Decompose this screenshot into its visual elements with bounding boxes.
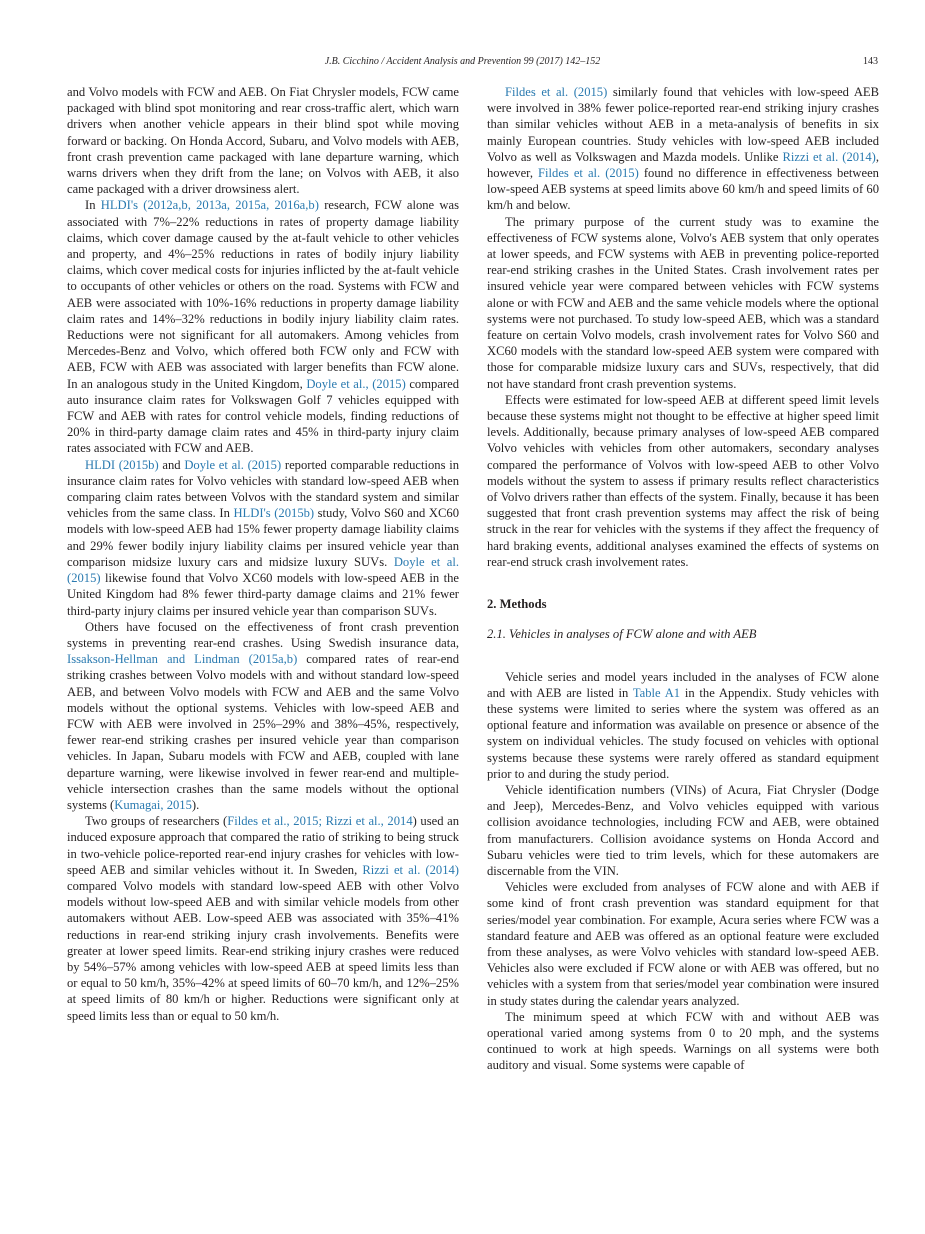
paragraph: Fildes et al. (2015) similarly found that vehicles with low-speed AEB were involved in 38% fewer police-reported rear-end striking injury crashes than similar vehicles without AEB in a meta-analysis of benefits in six mainly European countries. Study vehicles with low-speed AEB included Volvo as well as Volkswagen and Mazda models. Unlike Rizzi et al. (2014), however, Fildes et al. (2015) found no difference in effectiveness between low-speed AEB systems at speed limits above 60 km/h and speed limits of 60 km/h and below. (487, 85, 880, 213)
citation-link[interactable]: Fildes et al., 2015; Rizzi et al., 2014 (227, 814, 413, 829)
paragraph: Others have focused on the effectiveness of front crash prevention systems in preventing rear-end crashes. Using Swedish insurance data, Issakson-Hellman and Lindman (2015a,b) compared rates of rear-end striking crashes between Volvo models with and without standard low-speed AEB, and between Volvo models with FCW and AEB and the same Volvo models without the optional systems. Vehicles with low-speed AEB and FCW with AEB were involved in 25%–29% and 38%–45%, respectively, fewer rear-end striking crashes per insured vehicle year than comparison vehicles. In Japan, Subaru models with FCW and AEB, coupled with lane departure warning, were likewise involved in fewer rear-end and multiple-vehicle intersection crashes than the same models without the optional systems (Kumagai, 2015). (67, 619, 459, 812)
right-column (487, 84, 879, 1074)
paragraph: Effects were estimated for low-speed AEB at different speed limit levels because these systems might not thought to be effective at higher speed limit levels. Additionally, because primary analyses of low-speed AEB compared Volvo vehicles with vehicles from other automakers, secondary analyses compared the performance of Volvos with low-speed AEB to other Volvo models without the system to assess if primary results reflect characteristics of Volvo drivers rather than effects of the system. Finally, because it has been suggested that front crash prevention systems may affect the risk of being struck in the rear for vehicles with the systems if they affect the frequency of hard braking events, additional analyses examined the effects of systems on rear-end struck crash involvement rates. (487, 392, 879, 569)
paragraph: Vehicles were excluded from analyses of FCW alone and with AEB if some kind of front crash prevention was standard equipment for that series/model year combination. For example, Acura series where FCW was a standard feature and AEB was offered as an optional feature were excluded from these analyses, as were Volvo vehicles with standard low-speed AEB. Vehicles also were excluded if FCW alone or with AEB was offered, but no vehicles with a system from that series/model year combination were insured in study states during the calendar years analyzed. (487, 880, 879, 1008)
table-link[interactable]: Table A1 (632, 685, 681, 700)
citation-link[interactable]: Doyle et al. (2015) (67, 554, 459, 586)
paragraph: The primary purpose of the current study was to examine the effectiveness of FCW systems alone, Volvo's AEB system that only operates at lower speeds, and FCW systems with AEB in preventing police-reported rear-end striking crashes in the United States. Crash involvement rates per insured vehicle year were compared between vehicles with FCW systems alone or with FCW and AEB and the same vehicle models where the optional systems were not purchased. To study low-speed AEB, which was a standard feature on certain Volvo models, crash involvement rates for Volvo S60 and XC60 models with the standard low-speed AEB system were compared with those for comparable midsize luxury cars and SUVs, respectively, that did not have standard front crash prevention systems. (487, 214, 879, 391)
citation-link[interactable]: HLDI (2015b) (85, 457, 159, 472)
subsection-heading: 2.1. Vehicles in analyses of FCW alone and with AEB (487, 627, 757, 642)
paragraph: Two groups of researchers (Fildes et al., 2015; Rizzi et al., 2014) used an induced exposure approach that compared the ratio of striking to being struck in two-vehicle police-reported rear-end injury crashes for vehicles with low-speed AEB and similar vehicles without it. In Sweden, Rizzi et al. (2014) compared Volvo models with standard low-speed AEB with other Volvo models without low-speed AEB and with similar vehicle models from other automakers without AEB. Low-speed AEB was associated with 35%–41% reductions in rear-end striking injury crash involvements. Benefits were greater at lower speed limits. Rear-end striking injury crashes were reduced by 54%–57% among vehicles with low-speed AEB at speed limits less than or equal to 50 km/h, 35%–42% at speed limits of 60–70 km/h, and 12%–25% at speed limits of 80 km/h or higher. Reductions were significant only at speed limits less than or equal to 50 km/h. (67, 814, 459, 1023)
page-number: 143 (863, 56, 878, 67)
running-head: J.B. Cicchino / Accident Analysis and Prevention 99 (2017) 142–152 (324, 56, 601, 67)
paragraph: and Volvo models with FCW and AEB. On Fiat Chrysler models, FCW came packaged with blind spot monitoring and rear cross-traffic alert, which warn drivers when another vehicle appears in their blind spot while moving forward or backing. On Honda Accord, Subaru, and Volvo models with AEB, front crash prevention came packaged with lane departure warning, which warns drivers when they drift from the lane; on Volvos with AEB, it also came packaged with a driver drowsiness alert. (67, 85, 459, 197)
citation-link[interactable]: Issakson-Hellman and Lindman (2015a,b) (67, 652, 298, 667)
citation-link[interactable]: Rizzi et al. (2014) (362, 862, 459, 877)
paragraph: The minimum speed at which FCW with and without AEB was operational varied among systems from 0 to 20 mph, and the systems continued to work at high speeds. Warnings on all systems were both auditory and visual. Some systems were capable of (487, 1009, 879, 1073)
paragraph: HLDI (2015b) and Doyle et al. (2015) reported comparable reductions in insurance claim rates for Volvo vehicles with standard low-speed AEB when comparing claim rates between Volvos with the standard system and similar vehicles from the same class. In HLDI's (2015b) study, Volvo S60 and XC60 models with low-speed AEB had 15% fewer property damage liability claims and 29% fewer bodily injury liability claims per insured vehicle year than comparison midsize luxury cars and midsize luxury SUVs. Doyle et al. (2015) likewise found that Volvo XC60 models with low-speed AEB in the United Kingdom had 8% fewer third-party damage claims and 21% fewer third-party injury claims per insured vehicle year than comparison SUVs. (67, 457, 459, 618)
left-column (67, 84, 459, 1024)
citation-link[interactable]: Fildes et al. (2015) (538, 166, 639, 181)
citation-link[interactable]: Doyle et al. (2015) (184, 457, 282, 472)
citation-link[interactable]: Rizzi et al. (2014) (782, 149, 876, 164)
paragraph: In HLDI's (2012a,b, 2013a, 2015a, 2016a,b) research, FCW alone was associated with 7%–22% reductions in rates of property damage liability claims, which cover damage caused by the at-fault vehicle to other vehicles and property, and 4%–25% reductions in rates of bodily injury liability claims, which cover medical costs for injuries inflicted by the at-fault vehicle to occupants of other vehicles or others on the road. Systems with FCW and AEB were associated with 10%-16% reductions in property damage liability claim rates and 14%–32% reductions in bodily injury liability claim rates. Reductions were not significant for all automakers. Among vehicles from Mercedes-Benz and Volvo, which offered both FCW only and FCW with AEB, FCW with AEB was associated with larger benefits than FCW alone. In an analogous study in the United Kingdom, Doyle et al., (2015) compared auto insurance claim rates for Volkswagen Golf 7 vehicles equipped with FCW and AEB with rates for control vehicle models, finding reductions of 20% in third-party damage claim rates and 45% in third-party injury claim rates associated with FCW and AEB. (67, 198, 460, 456)
citation-link[interactable]: Kumagai, 2015 (114, 797, 192, 812)
paragraph: Vehicle identification numbers (VINs) of Acura, Fiat Chrysler (Dodge and Jeep), Mercedes-Benz, and Volvo vehicles equipped with various collision avoidance technologies, including FCW and AEB, were obtained from manufacturers. Collision avoidance systems on Honda Accord and Subaru vehicles were tied to trim levels, which for these automakers are discernable from the VIN. (487, 782, 879, 878)
citation-link[interactable]: HLDI's (2015b) (233, 506, 315, 521)
citation-link[interactable]: Doyle et al., (2015) (306, 376, 406, 391)
paragraph: Vehicle series and model years included in the analyses of FCW alone and with AEB are listed in Table A1 in the Appendix. Study vehicles with these systems were limited to series where the system was offered as an optional feature and information was available on presence or absence of the system on individual vehicles. The study focused on vehicles with optional systems because these systems were rarely offered as standard equipment prior to and during the study period. (487, 669, 879, 781)
citation-link[interactable]: Fildes et al. (2015) (505, 85, 608, 99)
citation-link[interactable]: HLDI's (2012a,b, 2013a, 2015a, 2016a,b) (100, 198, 319, 213)
section-heading: 2. Methods (487, 597, 547, 612)
